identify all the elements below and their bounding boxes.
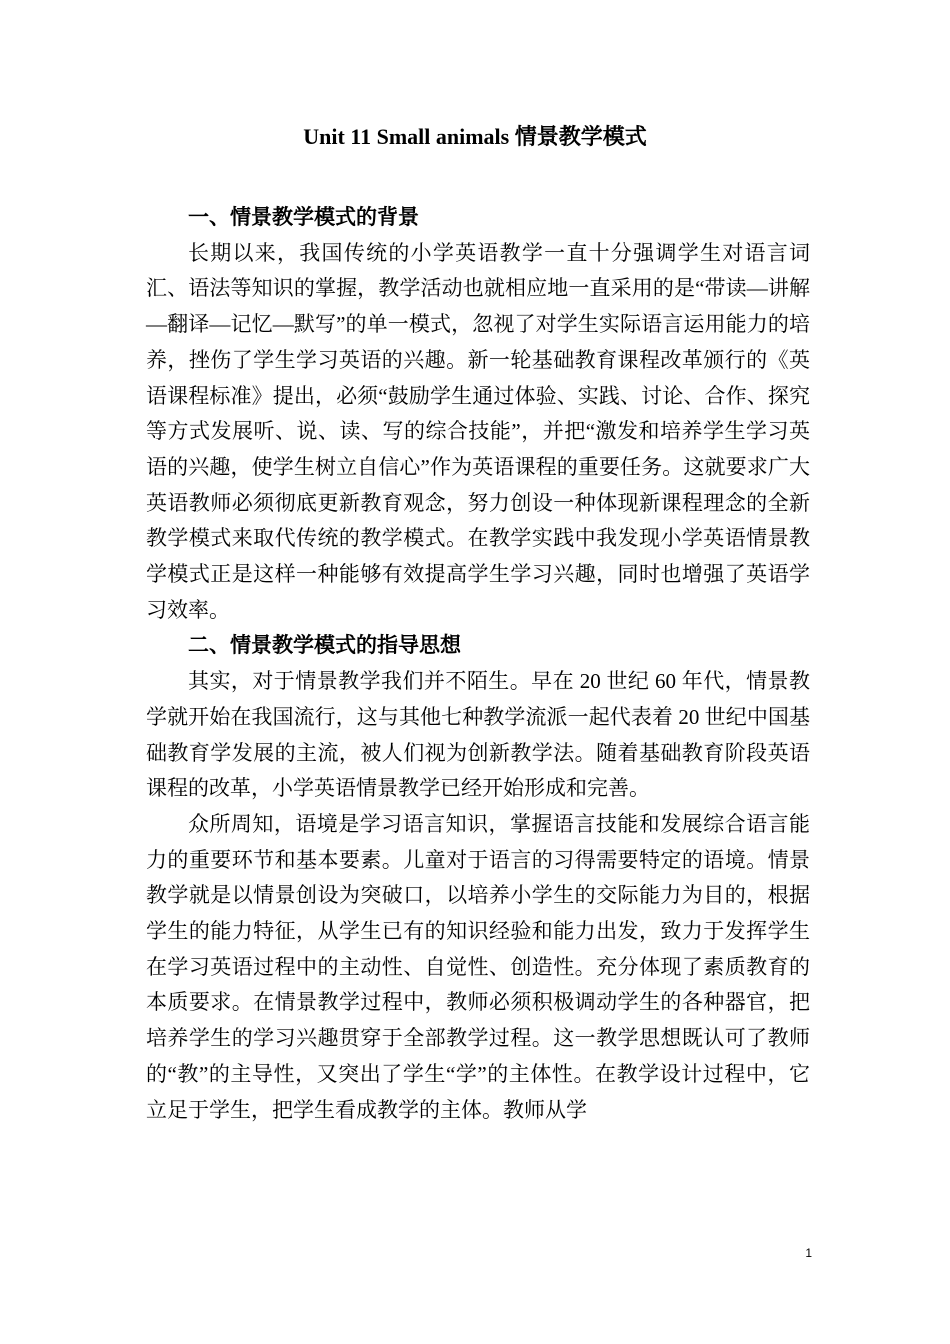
body-paragraph: 众所周知，语境是学习语言知识，掌握语言技能和发展综合语言能力的重要环节和基本要素。儿童对于语言的习得需要特定的语境。情景教学就是以情景创设为突破口，以培养小学生的交际能力为目的，根据学生的能力特征，从学生已有的知识经验和能力出发，致力于发挥学生在学习英语过程中的主动性、自觉性、创造性。充分体现了素质教育的本质要求。在情景教学过程中，教师必须积极调动学生的各种器官，把培养学生的学习兴趣贯穿于全部教学过程。这一教学思想既认可了教师的“教”的主导性，又突出了学生“学”的主体性。在教学设计过程中，它立足于学生，把学生看成教学的主体。教师从学 xyxy=(146,811,810,1122)
page-number: 1 xyxy=(805,1246,812,1260)
body-paragraph: 长期以来，我国传统的小学英语教学一直十分强调学生对语言词汇、语法等知识的掌握，教学活动也就相应地一直采用的是“带读—讲解—翻译—记忆—默写”的单一模式，忽视了对学生实际语言运用能力的培养，挫伤了学生学习英语的兴趣。新一轮基础教育课程改革颁行的《英语课程标准》提出，必须“鼓励学生通过体验、实践、讨论、合作、探究等方式发展听、说、读、写的综合技能”，并把“激发和培养学生学习英语的兴趣，使学生树立自信心”作为英语课程的重要任务。这就要求广大英语教师必须彻底更新教育观念，努力创设一种体现新课程理念的全新教学模式来取代传统的教学模式。在教学实践中我发现小学英语情景教学模式正是这样一种能够有效提高学生学习兴趣，同时也增强了英语学习效率。 xyxy=(146,240,810,622)
section-heading-background: 一、情景教学模式的背景 xyxy=(188,205,419,229)
section-heading-guiding-thought: 二、情景教学模式的指导思想 xyxy=(188,633,461,658)
document-title: Unit 11 Small animals 情景教学模式 xyxy=(303,124,647,149)
document-body xyxy=(146,200,810,1128)
body-paragraph: 其实，对于情景教学我们并不陌生。早在 20 世纪 60 年代，情景教学就开始在我国流行，这与其他七种教学流派一起代表着 20 世纪中国基础教育学发展的主流，被人们视为创新教学法。随着基础教育阶段英语课程的改革，小学英语情景教学已经开始形成和完善。 xyxy=(146,669,810,801)
